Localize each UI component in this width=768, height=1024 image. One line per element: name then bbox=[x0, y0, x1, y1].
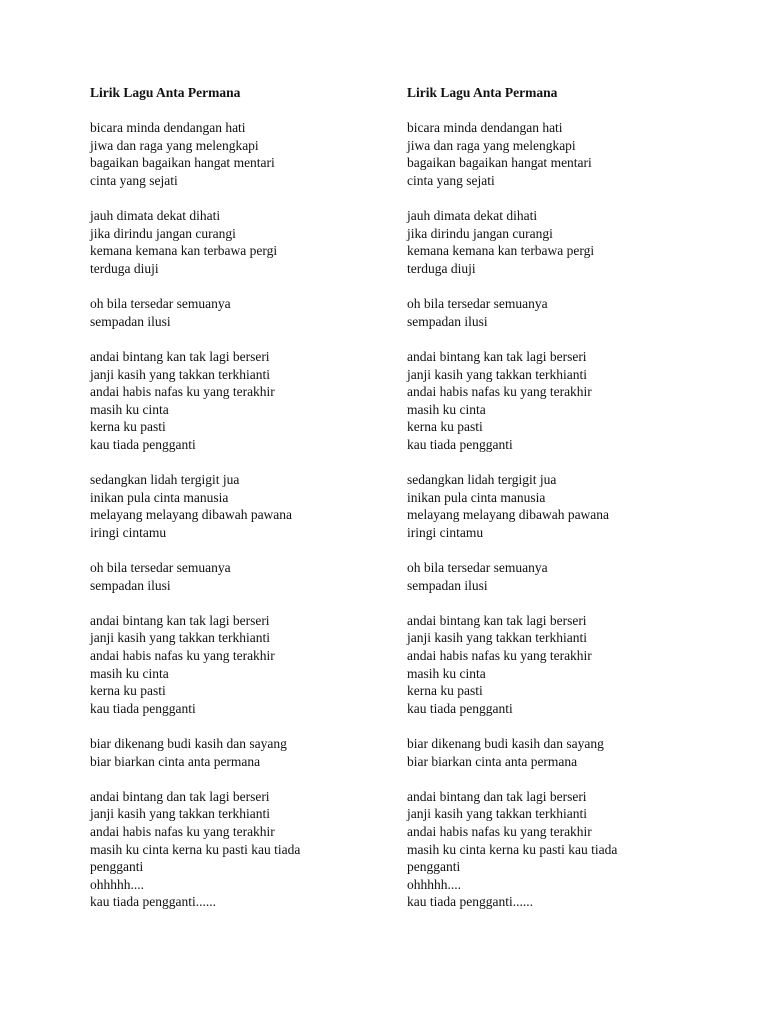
lyric-line: andai bintang kan tak lagi berseri bbox=[90, 348, 270, 364]
lyrics-title: Lirik Lagu Anta Permana bbox=[90, 85, 241, 100]
lyrics-column-left bbox=[90, 84, 390, 929]
lyric-line: janji kasih yang takkan terkhianti bbox=[407, 630, 587, 646]
lyric-line: inikan pula cinta manusia bbox=[407, 489, 546, 505]
lyric-stanza bbox=[407, 295, 707, 330]
lyric-line: bicara minda dendangan hati bbox=[407, 120, 563, 136]
lyric-line: andai habis nafas ku yang terakhir bbox=[407, 823, 592, 839]
lyric-line: biar biarkan cinta anta permana bbox=[90, 753, 261, 769]
lyric-line: masih ku cinta kerna ku pasti kau tiada bbox=[90, 841, 301, 857]
lyric-line: inikan pula cinta manusia bbox=[90, 489, 229, 505]
lyrics-column-right bbox=[407, 84, 707, 929]
lyric-stanza bbox=[407, 559, 707, 594]
lyric-line: janji kasih yang takkan terkhianti bbox=[90, 806, 270, 822]
lyric-stanza bbox=[407, 788, 707, 911]
lyric-line: janji kasih yang takkan terkhianti bbox=[90, 366, 270, 382]
lyric-line: jauh dimata dekat dihati bbox=[407, 208, 538, 224]
lyric-line: cinta yang sejati bbox=[407, 172, 495, 188]
lyric-stanza bbox=[407, 119, 707, 189]
lyric-line: kau tiada pengganti bbox=[90, 700, 196, 716]
lyric-line: sedangkan lidah tergigit jua bbox=[407, 472, 557, 488]
lyric-line: andai bintang dan tak lagi berseri bbox=[407, 788, 587, 804]
lyric-stanza bbox=[407, 612, 707, 718]
lyric-line: terduga diuji bbox=[90, 260, 159, 276]
lyric-line: andai habis nafas ku yang terakhir bbox=[407, 648, 592, 663]
lyric-line: bagaikan bagaikan hangat mentari bbox=[407, 155, 592, 171]
lyric-line: kerna ku pasti bbox=[407, 419, 483, 435]
lyric-line: kemana kemana kan terbawa pergi bbox=[90, 243, 278, 259]
lyric-line: jika dirindu jangan curangi bbox=[407, 225, 553, 241]
lyric-line: masih ku cinta bbox=[407, 665, 486, 681]
lyric-line: kerna ku pasti bbox=[90, 683, 166, 699]
lyric-line: andai habis nafas ku yang terakhir bbox=[407, 384, 592, 400]
lyric-line: iringi cintamu bbox=[407, 524, 484, 540]
lyric-line: janji kasih yang takkan terkhianti bbox=[407, 366, 587, 382]
lyric-line: kau tiada pengganti...... bbox=[407, 894, 533, 910]
lyric-line: masih ku cinta kerna ku pasti kau tiada bbox=[407, 841, 618, 857]
lyric-line: andai habis nafas ku yang terakhir bbox=[90, 648, 275, 663]
lyric-line: andai bintang kan tak lagi berseri bbox=[407, 612, 587, 628]
lyric-line: andai bintang kan tak lagi berseri bbox=[90, 612, 270, 628]
lyric-line: masih ku cinta bbox=[90, 401, 169, 417]
lyric-line: cinta yang sejati bbox=[90, 172, 178, 188]
lyric-line: sedangkan lidah tergigit jua bbox=[90, 472, 240, 488]
lyric-line: kerna ku pasti bbox=[407, 683, 483, 699]
lyric-line: biar biarkan cinta anta permana bbox=[407, 753, 578, 769]
lyric-stanza bbox=[407, 471, 707, 541]
stanza-list bbox=[90, 119, 390, 911]
lyric-line: oh bila tersedar semuanya bbox=[407, 560, 548, 576]
lyric-line: sempadan ilusi bbox=[90, 577, 171, 593]
lyric-line: iringi cintamu bbox=[90, 524, 167, 540]
lyric-stanza bbox=[90, 559, 390, 594]
lyric-line: jauh dimata dekat dihati bbox=[90, 208, 221, 224]
lyric-line: terduga diuji bbox=[407, 260, 476, 276]
lyric-line: pengganti bbox=[407, 859, 461, 875]
lyric-line: andai bintang dan tak lagi berseri bbox=[90, 788, 270, 804]
lyric-line: andai habis nafas ku yang terakhir bbox=[90, 823, 275, 839]
lyric-line: ohhhhh.... bbox=[407, 876, 461, 892]
lyric-line: jika dirindu jangan curangi bbox=[90, 225, 236, 241]
lyric-line: kau tiada pengganti bbox=[407, 700, 513, 716]
lyric-line: kerna ku pasti bbox=[90, 419, 166, 435]
lyric-line: janji kasih yang takkan terkhianti bbox=[407, 806, 587, 822]
lyric-stanza bbox=[90, 612, 390, 718]
lyric-line: kau tiada pengganti bbox=[90, 436, 196, 452]
lyric-stanza bbox=[407, 207, 707, 277]
stanza-list bbox=[407, 119, 707, 911]
lyric-line: biar dikenang budi kasih dan sayang bbox=[90, 735, 287, 751]
lyric-line: andai bintang kan tak lagi berseri bbox=[407, 348, 587, 364]
lyric-line: pengganti bbox=[90, 859, 144, 875]
lyric-stanza bbox=[407, 735, 707, 770]
lyric-line: oh bila tersedar semuanya bbox=[90, 560, 231, 576]
lyric-line: sempadan ilusi bbox=[407, 577, 488, 593]
lyrics-title: Lirik Lagu Anta Permana bbox=[407, 85, 558, 100]
lyric-line: masih ku cinta bbox=[90, 665, 169, 681]
lyric-line: andai habis nafas ku yang terakhir bbox=[90, 384, 275, 400]
lyric-line: biar dikenang budi kasih dan sayang bbox=[407, 735, 604, 751]
lyric-line: sempadan ilusi bbox=[90, 313, 171, 329]
lyric-line: oh bila tersedar semuanya bbox=[90, 296, 231, 312]
lyric-line: kau tiada pengganti bbox=[407, 436, 513, 452]
lyric-line: bicara minda dendangan hati bbox=[90, 120, 246, 136]
lyric-stanza bbox=[90, 735, 390, 770]
lyric-stanza bbox=[90, 788, 390, 911]
lyric-line: ohhhhh.... bbox=[90, 876, 144, 892]
lyric-stanza bbox=[90, 471, 390, 541]
lyric-line: melayang melayang dibawah pawana bbox=[407, 507, 610, 523]
lyric-stanza bbox=[90, 348, 390, 454]
lyric-line: jiwa dan raga yang melengkapi bbox=[407, 137, 576, 153]
lyric-line: kau tiada pengganti...... bbox=[90, 894, 216, 910]
lyric-stanza bbox=[90, 119, 390, 189]
lyric-line: sempadan ilusi bbox=[407, 313, 488, 329]
lyric-line: kemana kemana kan terbawa pergi bbox=[407, 243, 595, 259]
lyric-line: bagaikan bagaikan hangat mentari bbox=[90, 155, 275, 171]
lyric-line: melayang melayang dibawah pawana bbox=[90, 507, 293, 523]
lyric-line: oh bila tersedar semuanya bbox=[407, 296, 548, 312]
lyric-line: janji kasih yang takkan terkhianti bbox=[90, 630, 270, 646]
lyric-line: masih ku cinta bbox=[407, 401, 486, 417]
lyric-stanza bbox=[407, 348, 707, 454]
lyric-stanza bbox=[90, 207, 390, 277]
lyric-stanza bbox=[90, 295, 390, 330]
lyric-line: jiwa dan raga yang melengkapi bbox=[90, 137, 259, 153]
